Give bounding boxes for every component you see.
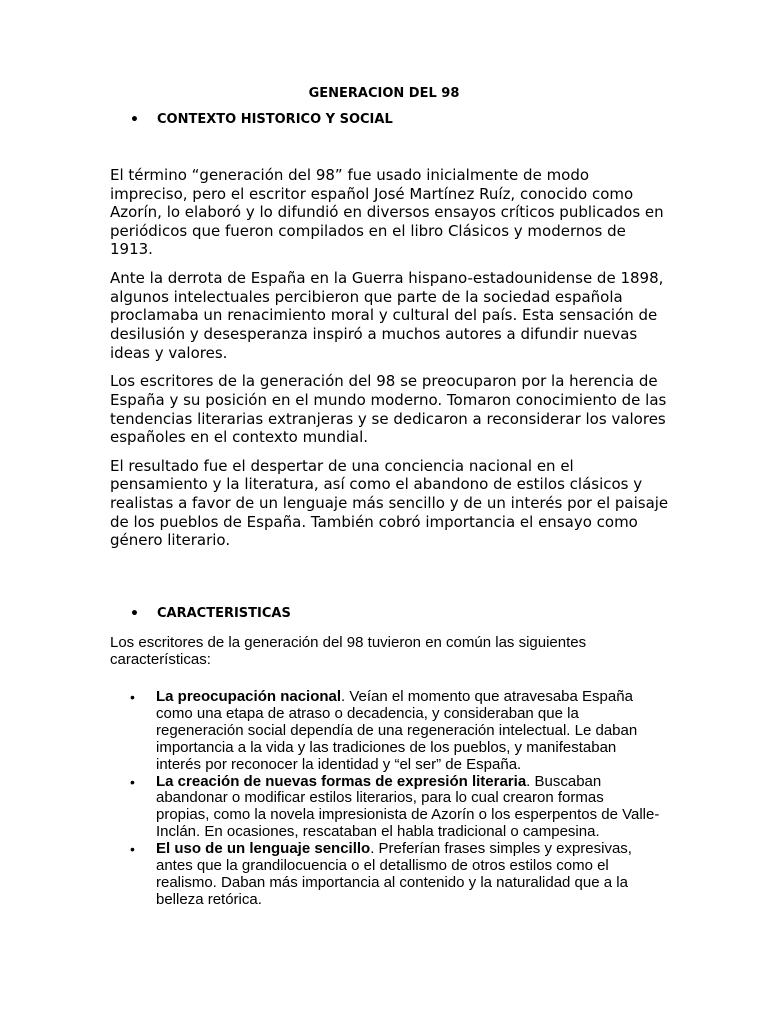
list-item [130, 774, 660, 842]
item-bold-lead: La creación de nuevas formas de expresión literaria [156, 772, 527, 790]
paragraph: Ante la derrota de España en la Guerra hispano-estadounidense de 1898, algunos intelectuales percibieron que parte de la sociedad española proclamaba un renacimiento moral y cultural del país. Esta sensación de desilusión y desesperanza inspiró a muchos autores a difundir nuevas ideas y valores. [110, 269, 664, 362]
section-heading-context [130, 112, 393, 127]
section-heading-text: CONTEXTO HISTORICO Y SOCIAL [157, 112, 393, 127]
section-heading-text: CARACTERISTICAS [157, 606, 291, 621]
item-bold-lead: La preocupación nacional [156, 688, 342, 705]
bullet-icon: • [130, 773, 135, 790]
paragraph: Los escritores de la generación del 98 se preocuparon por la herencia de España y su posición en el mundo moderno. Tomaron conocimiento de las tendencias literarias extranjeras y se dedicaron a reconsiderar los valores españoles en el contexto mundial. [110, 372, 667, 447]
paragraph: El término “generación del 98” fue usado inicialmente de modo impreciso, pero el escritor español José Martínez Ruíz, conocido como Azorín, lo elaboró y lo difundió en diversos ensayos críticos publicados en periódicos que fueron compilados en el libro Clásicos y modernos de 1913. [110, 166, 664, 259]
item-text: . Veían el momento que atravesaba España como una etapa de atraso o decadencia, y consideraban que la regeneración social dependía de una regeneración intelectual. Le daban importancia a la vida y las tradiciones de los pueblos, y manifestaban interés por reconocer la identidad y “el ser” de España. [156, 688, 638, 773]
document-title: GENERACION DEL 98 [308, 86, 460, 101]
bullet-icon: • [130, 689, 135, 705]
bullet-icon: • [130, 111, 139, 128]
context-body [110, 166, 670, 560]
paragraph: El resultado fue el despertar de una conciencia nacional en el pensamiento y la literatura, así como el abandono de estilos clásicos y realistas a favor de un lenguaje más sencillo y de un interés por el paisaje de los pueblos de España. También cobró importancia el ensayo como género literario. [110, 456, 669, 550]
item-text: . Preferían frases simples y expresivas, antes que la grandilocuencia o el detallismo de otros estilos como el realismo. Daban más importancia al contenido y la naturalidad que a la belleza retórica. [156, 840, 632, 908]
characteristics-list [130, 689, 660, 909]
characteristics-intro: Los escritores de la generación del 98 tuvieron en común las siguientes características: [110, 634, 587, 668]
item-bold-lead: El uso de un lenguaje sencillo [156, 840, 371, 858]
section-heading-characteristics [130, 606, 291, 621]
list-item [130, 689, 660, 774]
list-item [130, 841, 660, 909]
bullet-icon: • [130, 605, 139, 622]
item-text: . Buscaban abandonar o modificar estilos literarios, para lo cual crearon formas propias, como la novela impresionista de Azorín o los esperpentos de Valle-Inclán. En ocasiones, rescataban el habla tradicional o campesina. [156, 772, 660, 841]
bullet-icon: • [130, 841, 135, 858]
